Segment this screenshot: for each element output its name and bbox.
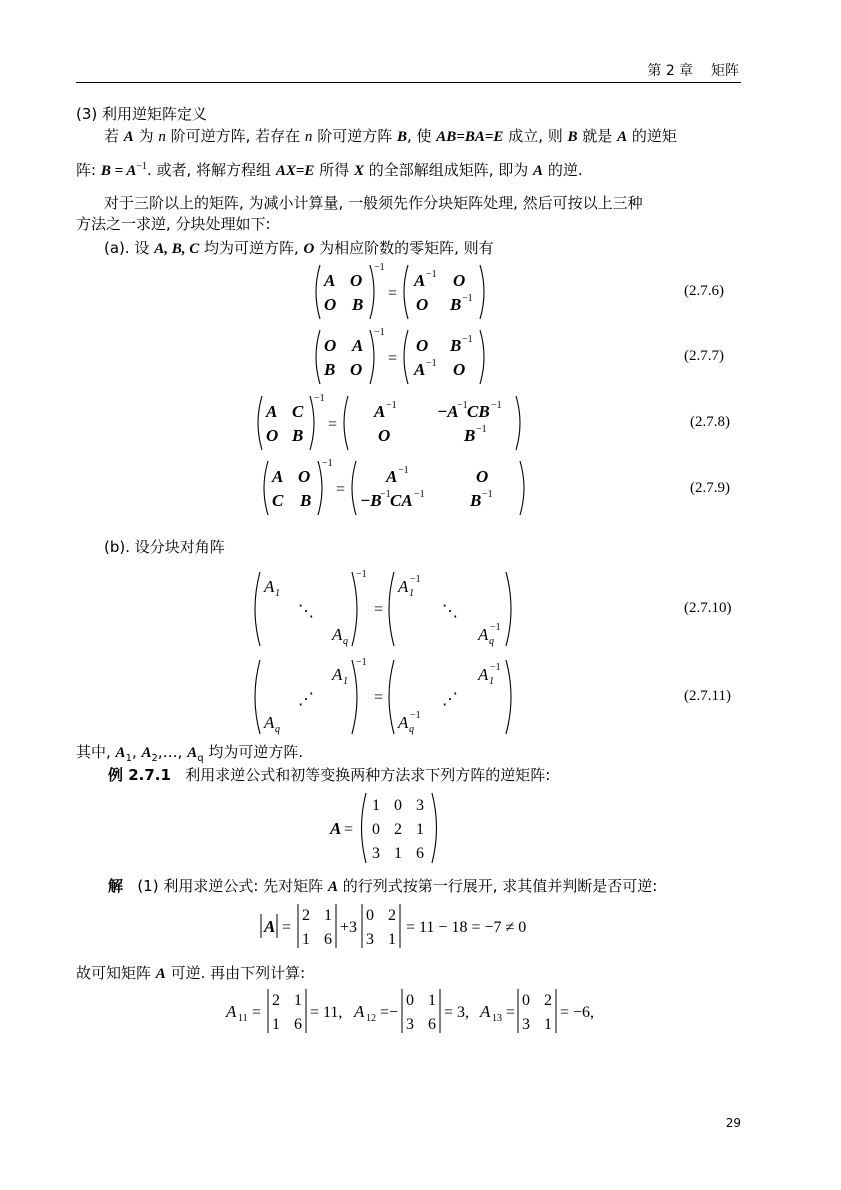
svg-text:−1: −1 bbox=[322, 458, 333, 469]
text-run: . 或者, 将解方程组 bbox=[146, 161, 276, 179]
equation-number: (2.7.10) bbox=[684, 600, 732, 616]
paragraph-2-line-1: 对于三阶以上的矩阵, 为减小计算量, 一般须先作分块矩阵处理, 然后可按以上三种 bbox=[104, 194, 643, 212]
svg-text:A: A bbox=[414, 271, 426, 290]
text-run: 的逆矩 bbox=[627, 127, 677, 145]
svg-text:A: A bbox=[352, 336, 364, 355]
svg-text:q: q bbox=[343, 636, 348, 647]
matrix-A-definition bbox=[330, 790, 450, 866]
svg-text:B: B bbox=[292, 426, 304, 445]
svg-text:−A: −A bbox=[437, 402, 459, 421]
svg-text:−B: −B bbox=[360, 491, 382, 510]
equation-number: (2.7.11) bbox=[684, 688, 731, 704]
symbol-A: A bbox=[115, 745, 126, 761]
subscript: 1 bbox=[125, 753, 132, 764]
svg-text:O: O bbox=[266, 426, 279, 445]
text-run: 可逆. 再由下列计算: bbox=[165, 964, 306, 982]
example-label: 例 2.7.1 bbox=[108, 766, 171, 784]
text-run: 为相应阶数的零矩阵, 则有 bbox=[314, 239, 494, 257]
symbol-n: n bbox=[158, 129, 166, 145]
matrix-A-cells bbox=[372, 797, 424, 862]
cofactor-sub: 13 bbox=[492, 1013, 502, 1024]
symbol-A: A bbox=[533, 163, 544, 179]
svg-text:A: A bbox=[272, 467, 284, 486]
cofactor-name: A bbox=[354, 1002, 365, 1021]
svg-text:A: A bbox=[374, 402, 386, 421]
text-run: ,…, bbox=[157, 743, 188, 761]
matrix-A-cell: 0 bbox=[394, 797, 402, 814]
matrix-A-cell: 3 bbox=[416, 797, 424, 814]
equation-2-7-11 bbox=[250, 656, 520, 738]
chapter-title: 矩阵 bbox=[711, 63, 739, 79]
svg-text:−1: −1 bbox=[356, 657, 367, 668]
svg-text:2: 2 bbox=[544, 992, 552, 1009]
text-run: 其中, bbox=[76, 743, 116, 761]
svg-text:O: O bbox=[416, 295, 429, 314]
paragraph-1-line-1 bbox=[104, 126, 677, 147]
equation-2-7-6-svg bbox=[310, 262, 500, 322]
svg-text:B: B bbox=[300, 491, 312, 510]
svg-text:1: 1 bbox=[544, 1016, 552, 1033]
svg-text:0: 0 bbox=[366, 907, 374, 924]
svg-text:−1: −1 bbox=[457, 400, 468, 411]
text-run: (1) 利用求逆公式: 先对矩阵 bbox=[137, 877, 328, 895]
symbols-ABC: A, B, C bbox=[154, 241, 200, 257]
svg-text:2: 2 bbox=[272, 992, 280, 1009]
svg-text:1: 1 bbox=[428, 992, 436, 1009]
svg-text:2: 2 bbox=[388, 907, 396, 924]
text-run: 所得 bbox=[314, 161, 354, 179]
cofactor-value: = −6, bbox=[560, 1004, 595, 1021]
matrix-A-label: A bbox=[330, 819, 342, 838]
svg-text:−1: −1 bbox=[410, 574, 421, 585]
symbol-B: B bbox=[567, 129, 578, 145]
svg-text:⋱: ⋱ bbox=[442, 603, 458, 620]
equation-inline: AX=E bbox=[275, 163, 315, 179]
svg-text:−1: −1 bbox=[476, 424, 487, 435]
svg-text:C: C bbox=[292, 402, 304, 421]
svg-text:O: O bbox=[453, 360, 466, 379]
svg-text:−1: −1 bbox=[374, 327, 385, 338]
chapter-label: 第 2 章 bbox=[647, 63, 694, 79]
cofactor-sub: 12 bbox=[366, 1013, 376, 1024]
svg-text:A: A bbox=[266, 402, 278, 421]
symbol-A: A bbox=[327, 879, 338, 895]
cofactor-value: = 3, bbox=[444, 1004, 470, 1021]
svg-text:CB: CB bbox=[467, 402, 490, 421]
svg-text:O: O bbox=[476, 467, 489, 486]
svg-text:1: 1 bbox=[388, 931, 396, 948]
svg-text:B: B bbox=[324, 360, 336, 379]
svg-text:1: 1 bbox=[409, 588, 414, 599]
svg-text:=: = bbox=[374, 689, 384, 706]
item-b: (b). 设分块对角阵 bbox=[104, 538, 225, 556]
conclusion-line bbox=[76, 963, 305, 984]
equation-2-7-10 bbox=[250, 568, 520, 650]
svg-text:O: O bbox=[453, 271, 466, 290]
svg-text:O: O bbox=[324, 295, 337, 314]
text-run: , bbox=[131, 743, 142, 761]
svg-text:=: = bbox=[252, 1004, 262, 1021]
equation-number: (2.7.9) bbox=[690, 480, 730, 496]
svg-text:⋰: ⋰ bbox=[442, 691, 458, 708]
text-run: 均为可逆方阵, bbox=[199, 239, 304, 257]
svg-text:O: O bbox=[298, 467, 311, 486]
symbol-B: B bbox=[396, 129, 407, 145]
svg-text:=: = bbox=[282, 919, 292, 936]
cofactor-name: A bbox=[480, 1002, 491, 1021]
matrix-A-cell: 6 bbox=[416, 845, 424, 862]
svg-text:−1: −1 bbox=[374, 262, 385, 273]
svg-text:CA: CA bbox=[390, 491, 413, 510]
svg-text:A: A bbox=[332, 625, 343, 644]
symbol-O: O bbox=[303, 241, 315, 257]
svg-text:−1: −1 bbox=[490, 622, 501, 633]
text-run: 均为可逆方阵. bbox=[203, 743, 304, 761]
svg-text:O: O bbox=[350, 360, 363, 379]
paragraph-1-line-2 bbox=[76, 157, 583, 181]
equation-2-7-8 bbox=[252, 393, 532, 453]
svg-text:−1: −1 bbox=[426, 358, 437, 369]
svg-text:A: A bbox=[478, 625, 489, 644]
equation-2-7-7-svg bbox=[310, 327, 500, 387]
text-run: 就是 bbox=[577, 127, 618, 145]
svg-text:O: O bbox=[416, 336, 429, 355]
svg-text:6: 6 bbox=[428, 1016, 436, 1033]
svg-text:−1: −1 bbox=[356, 569, 367, 580]
equation-number: (2.7.8) bbox=[690, 414, 730, 430]
svg-text:−1: −1 bbox=[426, 269, 437, 280]
matrix-A-cell: 0 bbox=[372, 821, 380, 838]
svg-text:B: B bbox=[470, 491, 482, 510]
page-header bbox=[76, 58, 741, 83]
svg-text:1: 1 bbox=[343, 676, 348, 687]
svg-text:=: = bbox=[388, 285, 398, 302]
matrix-A-cell: 1 bbox=[394, 845, 402, 862]
page-number: 29 bbox=[725, 1116, 741, 1130]
paragraph-2-line-2: 方法之一求逆, 分块处理如下: bbox=[76, 215, 271, 233]
item-a bbox=[104, 238, 494, 259]
svg-text:2: 2 bbox=[302, 907, 310, 924]
cofactor-value: = 11, bbox=[310, 1004, 343, 1021]
svg-text:1: 1 bbox=[275, 588, 280, 599]
matrix-A-cell: 1 bbox=[416, 821, 424, 838]
solution-label: 解 bbox=[108, 877, 124, 895]
determinant-equation bbox=[258, 900, 548, 954]
svg-text:C: C bbox=[272, 491, 284, 510]
svg-text:A: A bbox=[398, 577, 409, 596]
symbol-A: A bbox=[123, 129, 134, 145]
svg-text:6: 6 bbox=[294, 1016, 302, 1033]
svg-text:−1: −1 bbox=[491, 400, 502, 411]
svg-text:−1: −1 bbox=[462, 334, 473, 345]
svg-text:3: 3 bbox=[522, 1016, 530, 1033]
svg-text:3: 3 bbox=[366, 931, 374, 948]
svg-text:3: 3 bbox=[406, 1016, 414, 1033]
symbol-n: n bbox=[304, 129, 313, 145]
svg-text:1: 1 bbox=[324, 907, 332, 924]
svg-text:0: 0 bbox=[406, 992, 414, 1009]
svg-text:⋰: ⋰ bbox=[298, 691, 314, 708]
text-run: 故可知矩阵 bbox=[76, 964, 156, 982]
symbol-X: X bbox=[353, 163, 364, 179]
svg-text:1: 1 bbox=[489, 676, 494, 687]
symbol-A: A bbox=[617, 129, 628, 145]
svg-text:=: = bbox=[344, 821, 354, 838]
matrix-A-cell: 1 bbox=[372, 797, 380, 814]
svg-text:−1: −1 bbox=[314, 393, 325, 404]
matrix-A-svg bbox=[330, 790, 450, 866]
svg-text:−1: −1 bbox=[380, 489, 391, 500]
svg-text:1: 1 bbox=[294, 992, 302, 1009]
svg-text:=−: =− bbox=[380, 1004, 399, 1021]
svg-text:A: A bbox=[264, 917, 276, 936]
svg-text:A: A bbox=[264, 713, 275, 732]
svg-text:1: 1 bbox=[272, 1016, 280, 1033]
section-heading: (3) 利用逆矩阵定义 bbox=[76, 105, 208, 123]
text-run: , 使 bbox=[406, 127, 437, 145]
svg-text:B: B bbox=[352, 295, 364, 314]
svg-text:O: O bbox=[350, 271, 363, 290]
svg-text:⋱: ⋱ bbox=[298, 603, 314, 620]
svg-text:0: 0 bbox=[522, 992, 530, 1009]
cofactor-sub: 11 bbox=[238, 1013, 248, 1024]
svg-text:+3: +3 bbox=[340, 919, 358, 936]
text-run: (a). 设 bbox=[104, 239, 155, 257]
svg-text:B: B bbox=[450, 295, 462, 314]
svg-text:−1: −1 bbox=[410, 710, 421, 721]
svg-text:B: B bbox=[450, 336, 462, 355]
example-text: 利用求逆公式和初等变换两种方法求下列方阵的逆矩阵: bbox=[185, 766, 551, 784]
cofactor-equations bbox=[226, 985, 646, 1039]
svg-text:q: q bbox=[409, 724, 414, 735]
svg-text:B: B bbox=[464, 426, 476, 445]
header-text bbox=[647, 60, 739, 80]
equation-2-7-8-svg bbox=[252, 393, 532, 453]
equation-2-7-11-svg bbox=[250, 656, 520, 738]
solution-line bbox=[108, 876, 657, 897]
svg-text:A: A bbox=[414, 360, 426, 379]
svg-text:A: A bbox=[398, 713, 409, 732]
svg-text:−1: −1 bbox=[386, 400, 397, 411]
determinant-svg bbox=[258, 900, 548, 954]
svg-text:1: 1 bbox=[302, 931, 310, 948]
text-run: 阵: bbox=[76, 161, 101, 179]
inverse-expression: B = A bbox=[100, 163, 137, 179]
svg-text:=: = bbox=[374, 601, 384, 618]
svg-text:A: A bbox=[324, 271, 336, 290]
svg-text:O: O bbox=[324, 336, 337, 355]
svg-text:−1: −1 bbox=[462, 293, 473, 304]
svg-text:−1: −1 bbox=[414, 489, 425, 500]
svg-text:A: A bbox=[478, 665, 489, 684]
text-run: 成立, 则 bbox=[503, 127, 568, 145]
matrix-A-cell: 3 bbox=[372, 845, 380, 862]
svg-text:−1: −1 bbox=[490, 662, 501, 673]
svg-text:−1: −1 bbox=[482, 489, 493, 500]
text-run: 若 bbox=[104, 127, 124, 145]
equation-number: (2.7.7) bbox=[684, 348, 724, 364]
svg-text:=: = bbox=[506, 1004, 516, 1021]
subscript: q bbox=[197, 753, 204, 764]
equation-2-7-7 bbox=[310, 327, 500, 387]
text-run: 阶可逆方阵 bbox=[312, 127, 397, 145]
equation-2-7-9-svg bbox=[258, 458, 538, 518]
equation-2-7-6 bbox=[310, 262, 500, 322]
matrix-A-cell: 2 bbox=[394, 821, 402, 838]
text-run: 阶可逆方阵, 若存在 bbox=[165, 127, 305, 145]
svg-text:=: = bbox=[388, 350, 398, 367]
example-line bbox=[108, 765, 550, 785]
svg-text:=: = bbox=[328, 416, 338, 433]
superscript: −1 bbox=[136, 161, 147, 172]
svg-text:6: 6 bbox=[324, 931, 332, 948]
subscript: 2 bbox=[151, 753, 158, 764]
cofactor-name: A bbox=[226, 1002, 237, 1021]
text-run: 为 bbox=[133, 127, 159, 145]
symbol-A: A bbox=[187, 745, 198, 761]
determinant-result: = 11 − 18 = −7 ≠ 0 bbox=[406, 919, 527, 936]
svg-text:q: q bbox=[275, 724, 280, 735]
text-run: 的逆. bbox=[543, 161, 583, 179]
svg-text:q: q bbox=[489, 636, 494, 647]
symbol-A: A bbox=[141, 745, 152, 761]
svg-text:=: = bbox=[336, 481, 346, 498]
symbol-A: A bbox=[155, 966, 166, 982]
text-run: 的行列式按第一行展开, 求其值并判断是否可逆: bbox=[337, 877, 658, 895]
svg-text:−1: −1 bbox=[398, 465, 409, 476]
cofactor-svg bbox=[226, 985, 646, 1039]
text-run: 的全部解组成矩阵, 即为 bbox=[363, 161, 534, 179]
equation-number: (2.7.6) bbox=[684, 283, 724, 299]
svg-text:A: A bbox=[264, 577, 275, 596]
equation-inline: AB=BA=E bbox=[436, 129, 504, 145]
svg-text:A: A bbox=[332, 665, 343, 684]
equation-2-7-10-svg bbox=[250, 568, 520, 650]
equation-2-7-9 bbox=[258, 458, 538, 518]
svg-text:A: A bbox=[386, 467, 398, 486]
svg-text:O: O bbox=[378, 426, 391, 445]
